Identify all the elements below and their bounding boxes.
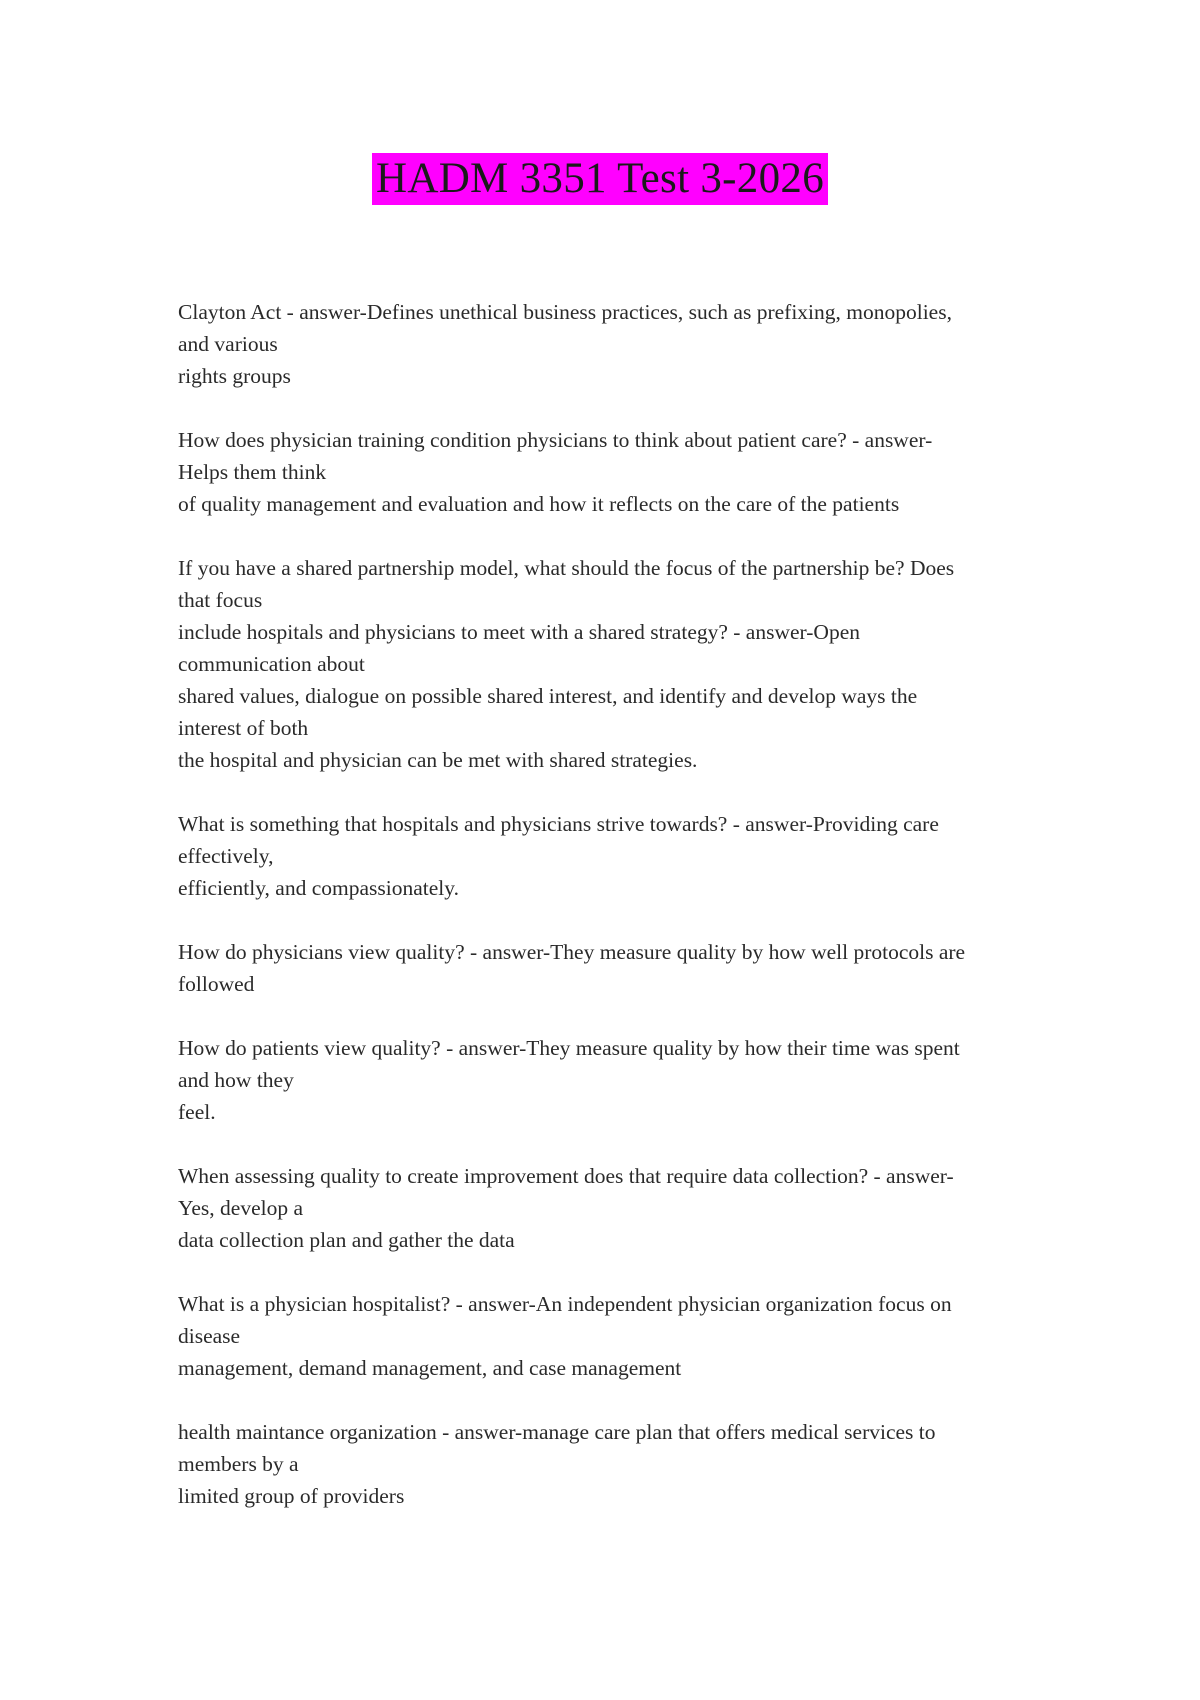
- qa-text-line: health maintance organization - answer-manage care plan that offers medical services to: [178, 1420, 936, 1444]
- qa-text-line: How do patients view quality? - answer-They measure quality by how their time was spent: [178, 1036, 960, 1060]
- qa-text-line: limited group of providers: [178, 1484, 405, 1508]
- qa-text-line: that focus: [178, 588, 263, 612]
- qa-text-line: rights groups: [178, 364, 291, 388]
- qa-item: [178, 1416, 1048, 1512]
- title-container: [0, 153, 1200, 205]
- qa-text-line: communication about: [178, 652, 365, 676]
- qa-text-line: of quality management and evaluation and how it reflects on the care of the patients: [178, 492, 900, 516]
- qa-item: [178, 1032, 1048, 1128]
- qa-text-line: data collection plan and gather the data: [178, 1228, 515, 1252]
- qa-text-line: include hospitals and physicians to meet with a shared strategy? - answer-Open: [178, 620, 860, 644]
- qa-item: [178, 552, 1048, 776]
- qa-item: [178, 936, 1048, 1000]
- qa-text-line: What is a physician hospitalist? - answer-An independent physician organization focus on: [178, 1292, 952, 1316]
- qa-list: [178, 296, 1048, 1544]
- qa-item: [178, 424, 1048, 520]
- qa-item: [178, 1288, 1048, 1384]
- qa-text-line: How do physicians view quality? - answer-They measure quality by how well protocols are: [178, 940, 966, 964]
- qa-text-line: the hospital and physician can be met with shared strategies.: [178, 748, 698, 772]
- qa-text-line: What is something that hospitals and physicians strive towards? - answer-Providing care: [178, 812, 939, 836]
- qa-text-line: Helps them think: [178, 460, 327, 484]
- qa-text-line: members by a: [178, 1452, 299, 1476]
- qa-item: [178, 296, 1048, 392]
- qa-text-line: Yes, develop a: [178, 1196, 304, 1220]
- qa-text-line: feel.: [178, 1100, 216, 1124]
- qa-text-line: management, demand management, and case management: [178, 1356, 682, 1380]
- document-title: HADM 3351 Test 3-2026: [372, 153, 828, 205]
- qa-item: [178, 1160, 1048, 1256]
- qa-text-line: efficiently, and compassionately.: [178, 876, 460, 900]
- qa-text-line: Clayton Act - answer-Defines unethical business practices, such as prefixing, monopolies,: [178, 300, 952, 324]
- qa-text-line: When assessing quality to create improvement does that require data collection? - answer-: [178, 1164, 954, 1188]
- qa-text-line: and how they: [178, 1068, 294, 1092]
- qa-text-line: effectively,: [178, 844, 274, 868]
- qa-text-line: and various: [178, 332, 278, 356]
- qa-text-line: disease: [178, 1324, 241, 1348]
- qa-text-line: If you have a shared partnership model, what should the focus of the partnership be? Does: [178, 556, 955, 580]
- qa-text-line: shared values, dialogue on possible shared interest, and identify and develop ways the: [178, 684, 918, 708]
- qa-text-line: interest of both: [178, 716, 309, 740]
- qa-item: [178, 808, 1048, 904]
- qa-text-line: How does physician training condition physicians to think about patient care? - answer-: [178, 428, 933, 452]
- qa-text-line: followed: [178, 972, 255, 996]
